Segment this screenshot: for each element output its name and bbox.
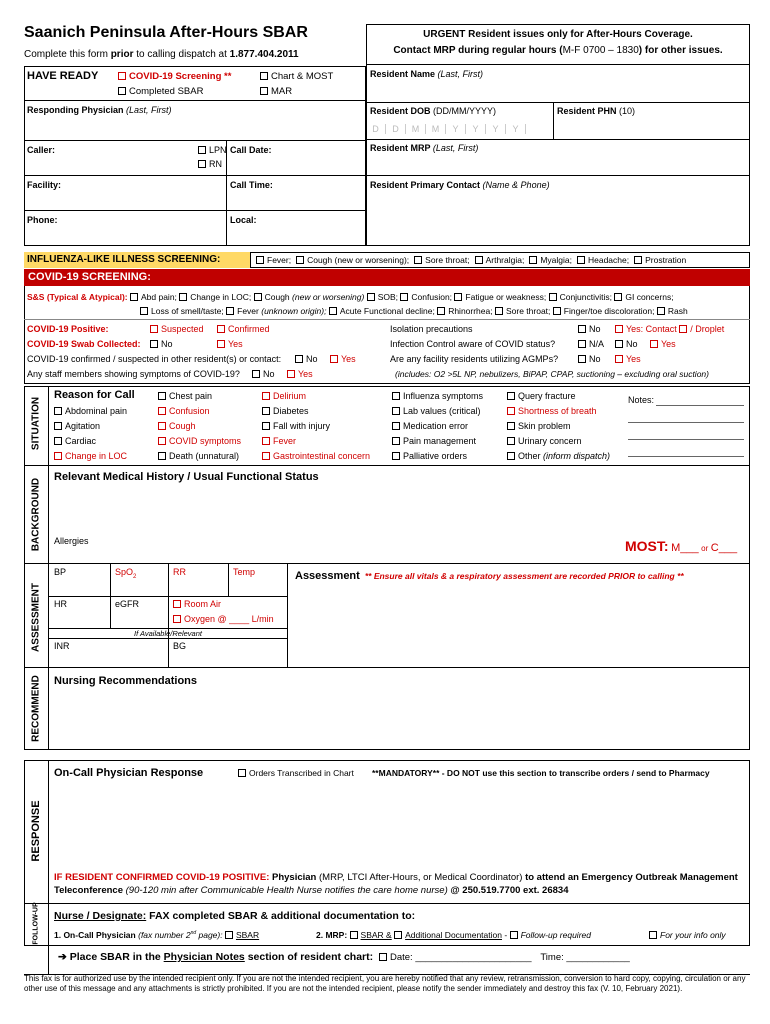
reason-col-4 — [392, 391, 483, 466]
resident-mrp-label: Resident MRP (Last, First) — [370, 143, 479, 153]
if-available-label: If Available/Relevant — [134, 629, 202, 638]
checkbox-icon[interactable] — [262, 392, 270, 400]
ili-option[interactable]: Fever; — [256, 255, 291, 265]
swab-yes-check[interactable]: Yes — [217, 339, 243, 349]
mandatory-note: **MANDATORY** - DO NOT use this section to transcribe orders / send to Pharmacy — [372, 768, 710, 778]
fax-recipients-row: 1. On-Call Physician (fax number 2nd page): SBAR — [54, 930, 260, 940]
spo2-label: SpO$_2$ — [115, 567, 137, 580]
checkbox-icon[interactable] — [54, 452, 62, 460]
reason-option[interactable]: Influenza symptoms — [392, 391, 483, 406]
checkbox-icon[interactable] — [507, 452, 515, 460]
reason-option[interactable]: Cough — [158, 421, 241, 436]
assessment-title-row: Assessment ** Ensure all vitals & a respiratory assessment are recorded PRIOR to calling ** — [295, 570, 684, 582]
background-side-label: BACKGROUND — [30, 477, 42, 552]
checkbox-icon[interactable] — [217, 325, 225, 333]
resident-phn-label: Resident PHN (10) — [557, 106, 636, 116]
checkbox-icon[interactable] — [507, 437, 515, 445]
checkbox-icon[interactable] — [392, 437, 400, 445]
checkbox-icon[interactable] — [657, 307, 665, 315]
checkbox-icon[interactable] — [437, 307, 445, 315]
ili-option[interactable]: Sore throat; — [414, 255, 469, 265]
checkbox-icon[interactable] — [150, 340, 158, 348]
checkbox-icon[interactable] — [475, 256, 483, 264]
checkbox-icon[interactable] — [140, 307, 148, 315]
dob-cell[interactable]: M — [406, 124, 426, 134]
responding-physician-label: Responding Physician (Last, First) — [27, 105, 172, 115]
reason-option[interactable]: Skin problem — [507, 421, 610, 436]
checkbox-icon[interactable] — [577, 256, 585, 264]
covid-positive-label: COVID-19 Positive: — [27, 324, 109, 334]
form-title: Saanich Peninsula After-Hours SBAR — [24, 24, 308, 41]
checkbox-icon[interactable] — [394, 931, 402, 939]
reason-option[interactable]: Shortness of breath — [507, 406, 610, 421]
ipc-yes-check[interactable]: Yes — [650, 339, 676, 349]
checkbox-icon[interactable] — [367, 293, 375, 301]
reason-option[interactable]: Gastrointestinal concern — [262, 451, 370, 466]
agmps-no-check[interactable]: No — [578, 354, 601, 364]
confirmed-other-no-check[interactable]: No — [295, 354, 318, 364]
urgent-line-2: Contact MRP during regular hours (M-F 0700 – 1830) for other issues. — [393, 45, 723, 56]
checkbox-icon[interactable] — [553, 307, 561, 315]
lpn-check[interactable]: LPN — [198, 145, 227, 155]
swab-label: COVID-19 Swab Collected: — [27, 339, 141, 349]
ili-option[interactable]: Myalgia; — [529, 255, 572, 265]
disclaimer: This fax is for authorized use by the intended recipient only. If you are not the intended recipient, you are hereby notified that any review, retransmission, conversion to hard copy, copying, circulation or any other use of this message and any attachments is strictly prohibited. If you are not the intended recipient, please notify the sender immediately and destroy this fax (V. 10, February 2021). — [24, 974, 746, 993]
facility-label: Facility: — [27, 180, 62, 190]
swab-no-check[interactable]: No — [150, 339, 173, 349]
checkbox-icon[interactable] — [549, 293, 557, 301]
checkbox-icon[interactable] — [130, 293, 138, 301]
reason-col-2 — [158, 391, 241, 466]
call-time-label: Call Time: — [230, 180, 273, 190]
local-label: Local: — [230, 215, 257, 225]
checkbox-icon[interactable] — [198, 160, 206, 168]
ili-option[interactable]: Prostration — [634, 255, 686, 265]
form-subtitle: Complete this form prior to calling dispatch at 1.877.404.2011 — [24, 49, 299, 60]
checkbox-icon[interactable] — [158, 422, 166, 430]
ss-line-1: S&S (Typical & Atypical): Abd pain; Change in LOC; Cough (new or worsening) SOB; Confusion; Fatigue or weakness; Conjunctivitis; GI concerns; — [27, 292, 674, 302]
caller-label: Caller: — [27, 145, 56, 155]
agmps-hint: (includes: O2 >5L NP, nebulizers, BiPAP, CPAP, suctioning – excluding oral suction) — [395, 369, 709, 379]
checkbox-icon[interactable] — [217, 340, 225, 348]
confirmed-other-yes-check[interactable]: Yes — [330, 354, 356, 364]
checkbox-icon[interactable] — [392, 452, 400, 460]
have-ready-label: HAVE READY — [27, 70, 99, 82]
reason-col-3 — [262, 391, 370, 466]
confirmed-check[interactable]: Confirmed — [217, 324, 270, 334]
checkbox-icon[interactable] — [578, 325, 586, 333]
reason-option[interactable]: Query fracture — [507, 391, 610, 406]
reason-option[interactable]: Confusion — [158, 406, 241, 421]
agmps-yes-check[interactable]: Yes — [615, 354, 641, 364]
checkbox-icon[interactable] — [173, 615, 181, 623]
mrp-fax-row: 2. MRP: SBAR & Additional Documentation - Follow-up required — [316, 930, 591, 940]
checkbox-icon[interactable] — [495, 307, 503, 315]
dob-cell[interactable]: Y — [466, 124, 486, 134]
checkbox-icon[interactable] — [254, 293, 262, 301]
mar-check[interactable]: MAR — [260, 86, 292, 97]
checkbox-icon[interactable] — [158, 392, 166, 400]
checkbox-icon[interactable] — [392, 407, 400, 415]
ili-option[interactable]: Cough (new or worsening); — [296, 255, 409, 265]
checkbox-icon[interactable] — [350, 931, 358, 939]
checkbox-icon[interactable] — [634, 256, 642, 264]
checkbox-icon[interactable] — [400, 293, 408, 301]
response-title: On-Call Physician Response — [54, 767, 204, 779]
checkbox-icon[interactable] — [179, 293, 187, 301]
checkbox-icon[interactable] — [454, 293, 462, 301]
checkbox-icon[interactable] — [262, 452, 270, 460]
checkbox-icon[interactable] — [287, 370, 295, 378]
reason-option[interactable]: Urinary concern — [507, 436, 610, 451]
reason-label: Reason for Call — [54, 389, 135, 401]
staff-no-check[interactable]: No — [252, 369, 275, 379]
recommend-title: Nursing Recommendations — [54, 675, 198, 687]
checkbox-icon[interactable] — [262, 437, 270, 445]
reason-option[interactable]: Agitation — [54, 421, 127, 436]
covid-positive-note: IF RESIDENT CONFIRMED COVID-19 POSITIVE: Physician (MRP, LTCI After-Hours, or Medical Coordinator) to attend an Emergency Outbreak Management Teleconference (90-120 min after Communicable Health Nurse notifies the care home nurse) @ 250.519.7700 ext. 26834 — [54, 872, 738, 896]
egfr-label: eGFR — [115, 599, 140, 609]
info-only-check[interactable]: For your info only — [649, 930, 726, 940]
dob-cell[interactable]: D — [386, 124, 406, 134]
reason-option[interactable]: Death (unnatural) — [158, 451, 241, 466]
reason-option[interactable]: Medication error — [392, 421, 483, 436]
bp-label: BP — [54, 567, 67, 577]
allergies-label: Allergies — [54, 536, 89, 546]
reason-option[interactable]: Pain management — [392, 436, 483, 451]
isolation-no-check[interactable]: No — [578, 324, 601, 334]
checkbox-icon[interactable] — [330, 355, 338, 363]
inr-label: INR — [54, 641, 70, 651]
staff-yes-check[interactable]: Yes — [287, 369, 313, 379]
ss-line-2: Loss of smell/taste; Fever (unknown origin); Acute Functional decline; Rhinorrhea; Sore throat; Finger/toe discoloration; Rash — [140, 306, 688, 316]
ili-items — [256, 255, 691, 265]
orders-transcribed-check[interactable]: Orders Transcribed in Chart — [238, 768, 354, 778]
checkbox-icon[interactable] — [262, 422, 270, 430]
checkbox-icon[interactable] — [158, 452, 166, 460]
checkbox-icon[interactable] — [507, 392, 515, 400]
dob-cell[interactable]: Y — [506, 124, 526, 134]
checkbox-icon[interactable] — [295, 355, 303, 363]
checkbox-icon[interactable] — [158, 407, 166, 415]
reason-option[interactable]: Fall with injury — [262, 421, 370, 436]
followup-side-label: FOLLOW-UP — [32, 902, 40, 945]
temp-label: Temp — [233, 567, 256, 577]
checkbox-icon[interactable] — [296, 256, 304, 264]
left-info-box — [24, 66, 366, 246]
reason-col-5 — [507, 391, 610, 466]
resident-name-label: Resident Name (Last, First) — [370, 69, 484, 79]
call-date-label: Call Date: — [230, 145, 272, 155]
reason-option[interactable]: Cardiac — [54, 436, 127, 451]
oxygen-check[interactable]: Oxygen @ ____ L/min — [173, 614, 274, 624]
checkbox-icon[interactable] — [510, 931, 518, 939]
dob-input-cells[interactable] — [366, 124, 526, 134]
reason-option[interactable]: Delirium — [262, 391, 370, 406]
checkbox-icon[interactable] — [615, 355, 623, 363]
ipc-no-check[interactable]: No — [615, 339, 638, 349]
checkbox-icon[interactable] — [578, 355, 586, 363]
checkbox-icon[interactable] — [529, 256, 537, 264]
checkbox-icon[interactable] — [650, 340, 658, 348]
resident-dob-label: Resident DOB (DD/MM/YYYY) — [370, 106, 497, 116]
checkbox-icon[interactable] — [392, 392, 400, 400]
agmps-label: Are any facility residents utilizing AGMPs? — [390, 354, 559, 364]
checkbox-icon[interactable] — [649, 931, 657, 939]
place-sbar-row: ➔ Place SBAR in the Physician Notes section of resident chart: Date: ______________________ Time: ____________ — [58, 951, 630, 963]
checkbox-icon[interactable] — [392, 422, 400, 430]
checkbox-icon[interactable] — [252, 370, 260, 378]
checkbox-icon[interactable] — [329, 307, 337, 315]
reason-option[interactable]: Change in LOC — [54, 451, 127, 466]
resident-info-box — [366, 24, 750, 246]
isolation-label: Isolation precautions — [390, 324, 473, 334]
checkbox-icon[interactable] — [578, 340, 586, 348]
dob-cell[interactable]: D — [366, 124, 386, 134]
bg-label: BG — [173, 641, 187, 651]
checkbox-icon[interactable] — [54, 437, 62, 445]
ili-option[interactable]: Headache; — [577, 255, 629, 265]
covid-banner: COVID-19 SCREENING: — [24, 269, 750, 286]
reason-option[interactable]: Other (inform dispatch) — [507, 451, 610, 466]
checkbox-icon[interactable] — [507, 407, 515, 415]
checkbox-icon[interactable] — [238, 769, 246, 777]
room-air-check[interactable]: Room Air — [173, 599, 221, 609]
urgent-line-1: URGENT Resident issues only for After-Hours Coverage. — [423, 29, 693, 40]
primary-contact-label: Resident Primary Contact (Name & Phone) — [370, 180, 550, 190]
checkbox-icon[interactable] — [614, 293, 622, 301]
dob-cell[interactable]: Y — [446, 124, 466, 134]
isolation-yes-check[interactable]: Yes: Contact / Droplet — [615, 324, 724, 334]
reason-option[interactable]: Abdominal pain — [54, 406, 127, 421]
reason-option[interactable]: Chest pain — [158, 391, 241, 406]
checkbox-icon[interactable] — [262, 407, 270, 415]
checkbox-icon[interactable] — [198, 146, 206, 154]
checkbox-icon[interactable] — [615, 340, 623, 348]
ipc-na-check[interactable]: N/A — [578, 339, 604, 349]
checkbox-icon[interactable] — [507, 422, 515, 430]
covid-screening-check[interactable]: COVID-19 Screening ** — [118, 71, 231, 82]
response-side-label: RESPONSE — [30, 800, 42, 862]
staff-symptoms-label: Any staff members showing symptoms of COVID-19? — [27, 369, 240, 379]
phone-label: Phone: — [27, 215, 58, 225]
completed-sbar-check[interactable]: Completed SBAR — [118, 86, 203, 97]
followup-title: Nurse / Designate: FAX completed SBAR & additional documentation to: — [54, 910, 416, 922]
suspected-check[interactable]: Suspected — [150, 324, 204, 334]
reason-option[interactable]: Fever — [262, 436, 370, 451]
notes-label: Notes: — [628, 395, 655, 405]
checkbox-icon[interactable] — [225, 931, 233, 939]
reason-option[interactable]: Lab values (critical) — [392, 406, 483, 421]
checkbox-icon[interactable] — [414, 256, 422, 264]
situation-side-label: SITUATION — [30, 396, 42, 451]
dob-cell[interactable]: M — [426, 124, 446, 134]
ili-label: INFLUENZA-LIKE ILLNESS SCREENING: — [24, 252, 251, 268]
checkbox-icon[interactable] — [158, 437, 166, 445]
checkbox-icon[interactable] — [256, 256, 264, 264]
reason-option[interactable]: Diabetes — [262, 406, 370, 421]
reason-option[interactable]: Palliative orders — [392, 451, 483, 466]
checkbox-icon[interactable] — [150, 325, 158, 333]
ili-option[interactable]: Arthralgia; — [475, 255, 525, 265]
recommend-side-label: RECOMMEND — [30, 675, 42, 742]
checkbox-icon[interactable] — [379, 953, 387, 961]
checkbox-icon[interactable] — [54, 407, 62, 415]
checkbox-icon[interactable] — [226, 307, 234, 315]
reason-option[interactable]: COVID symptoms — [158, 436, 241, 451]
chart-most-check[interactable]: Chart & MOST — [260, 71, 333, 82]
reason-col-1 — [54, 406, 127, 466]
checkbox-icon[interactable] — [615, 325, 623, 333]
checkbox-icon[interactable] — [679, 325, 687, 333]
dob-cell[interactable]: Y — [486, 124, 506, 134]
confirmed-other-label: COVID-19 confirmed / suspected in other resident(s) or contact: — [27, 354, 282, 364]
hr-label: HR — [54, 599, 67, 609]
rr-label: RR — [173, 567, 186, 577]
checkbox-icon[interactable] — [173, 600, 181, 608]
most-field: MOST: M___ or C___ — [625, 538, 738, 554]
ipc-aware-label: Infection Control aware of COVID status? — [390, 339, 556, 349]
rn-check[interactable]: RN — [198, 159, 222, 169]
assessment-side-label: ASSESSMENT — [30, 583, 42, 652]
background-title: Relevant Medical History / Usual Functional Status — [54, 471, 319, 483]
checkbox-icon[interactable] — [54, 422, 62, 430]
